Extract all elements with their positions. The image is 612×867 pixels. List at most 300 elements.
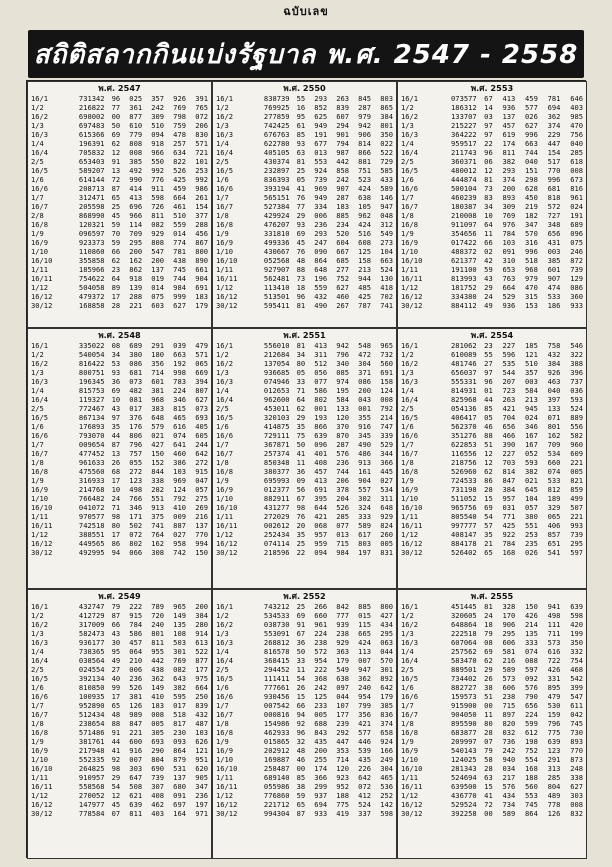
draw-date-cell: 1/9	[31, 737, 44, 746]
number-cell: 639	[570, 602, 583, 611]
number-cell: 015	[358, 611, 371, 620]
table-row	[30, 220, 209, 229]
number-cell: 872	[570, 256, 583, 265]
number-cell: 799	[358, 701, 371, 710]
number-cell: 96	[484, 148, 493, 157]
number-cell: 864	[173, 746, 186, 755]
draw-date-cell: 1/12	[31, 283, 49, 292]
draw-date-cell: 16/3	[216, 377, 234, 386]
number-cell: 889	[570, 413, 583, 422]
panel-year-title: พ.ศ. 2554	[470, 330, 514, 340]
number-cell: 697483	[78, 121, 105, 130]
table-row	[30, 368, 209, 377]
table-row	[215, 292, 394, 301]
number-cell: 11	[484, 710, 493, 719]
number-cell: 27	[484, 359, 493, 368]
number-cell: 086	[358, 377, 371, 386]
number-cell: 406	[547, 521, 561, 530]
number-cell: 660	[547, 458, 561, 467]
number-cell: 842	[336, 602, 350, 611]
year-panel	[27, 81, 212, 328]
number-cell: 384	[502, 485, 516, 494]
number-cell: 198	[525, 737, 538, 746]
number-cell: 430667	[263, 247, 290, 256]
number-cell: 589	[502, 809, 516, 818]
table-row	[30, 422, 209, 431]
number-cell: 648	[314, 265, 328, 274]
draw-date-cell: 16/5	[216, 413, 234, 422]
number-cell: 783	[173, 377, 186, 386]
table-row	[400, 139, 584, 148]
number-cell: 954	[314, 656, 328, 665]
number-cell: 40	[111, 674, 121, 683]
number-cell: 48	[296, 746, 306, 755]
number-cell: 798	[173, 112, 186, 121]
number-cell: 196391	[78, 139, 105, 148]
number-cell: 213	[525, 395, 538, 404]
draw-date-cell: 1/7	[31, 440, 44, 449]
draw-date-cell: 16/1	[31, 94, 49, 103]
number-cell: 996	[525, 130, 538, 139]
draw-date-cell: 16/3	[216, 130, 234, 139]
number-cell: 017	[173, 701, 186, 710]
table-row	[400, 458, 584, 467]
number-cell: 450	[525, 193, 538, 202]
number-cell: 664	[502, 283, 516, 292]
number-cell: 811	[151, 211, 165, 220]
number-cell: 694	[314, 800, 328, 809]
number-cell: 957	[314, 530, 328, 539]
number-cell: 598	[380, 809, 393, 818]
draw-date-cell: 16/12	[216, 800, 238, 809]
number-cell: 008	[151, 710, 165, 719]
number-cell: 287	[358, 103, 371, 112]
number-cell: 808	[151, 238, 165, 247]
table-row	[215, 728, 394, 737]
number-cell: 354656	[451, 229, 477, 238]
number-cell: 41	[296, 449, 306, 458]
draw-date-cell: 16/9	[401, 485, 419, 494]
number-cell: 105	[358, 202, 371, 211]
results-table	[215, 602, 394, 818]
number-cell: 304	[380, 764, 393, 773]
number-cell: 012377	[263, 485, 290, 494]
draw-date-cell: 16/9	[31, 746, 49, 755]
number-cell: 162	[547, 431, 561, 440]
number-cell: 238	[314, 638, 328, 647]
draw-date-cell: 1/3	[216, 629, 229, 638]
number-cell: 693	[195, 413, 208, 422]
number-cell: 05	[484, 413, 493, 422]
number-cell: 642	[358, 773, 371, 782]
number-cell: 333	[525, 638, 538, 647]
number-cell: 752	[336, 274, 350, 283]
number-cell: 167	[525, 431, 538, 440]
table-row	[30, 175, 209, 184]
number-cell: 757	[129, 449, 143, 458]
number-cell: 893	[570, 737, 583, 746]
table-row	[400, 193, 584, 202]
number-cell: 520	[336, 229, 350, 238]
number-cell: 305	[151, 728, 165, 737]
number-cell: 154	[547, 148, 561, 157]
table-row	[400, 548, 584, 557]
table-row	[400, 184, 584, 193]
number-cell: 453011	[263, 404, 290, 413]
number-cell: 582	[570, 431, 583, 440]
number-cell: 691	[314, 485, 328, 494]
number-cell: 924	[380, 737, 393, 746]
number-cell: 901	[336, 130, 350, 139]
number-cell: 038564	[78, 656, 105, 665]
number-cell: 498	[547, 611, 561, 620]
number-cell: 723	[502, 386, 516, 395]
number-cell: 113410	[263, 283, 290, 292]
draw-date-cell: 16/4	[216, 148, 234, 157]
table-row	[215, 274, 394, 283]
number-cell: 959517	[451, 139, 477, 148]
table-row	[215, 193, 394, 202]
number-cell: 571486	[78, 728, 105, 737]
draw-date-cell: 16/7	[31, 710, 49, 719]
number-cell: 510	[173, 211, 186, 220]
draw-date-cell: 1/8	[31, 458, 44, 467]
number-cell: 847	[129, 719, 143, 728]
number-cell: 80	[296, 359, 306, 368]
number-cell: 044	[336, 692, 350, 701]
number-cell: 26	[484, 674, 493, 683]
number-cell: 586	[129, 629, 143, 638]
number-cell: 71	[111, 503, 121, 512]
number-cell: 00	[111, 112, 121, 121]
number-cell: 553	[525, 791, 538, 800]
table-row	[30, 629, 209, 638]
table-row	[30, 386, 209, 395]
number-cell: 648	[380, 503, 393, 512]
number-cell: 960	[570, 440, 583, 449]
table-row	[30, 773, 209, 782]
number-cell: 345	[358, 431, 371, 440]
number-cell: 703	[502, 458, 516, 467]
number-cell: 072	[195, 112, 208, 121]
number-cell: 86	[111, 539, 121, 548]
table-row	[30, 359, 209, 368]
draw-date-cell: 1/12	[216, 283, 234, 292]
number-cell: 230	[173, 728, 186, 737]
number-cell: 103	[173, 467, 186, 476]
number-cell: 737	[570, 377, 583, 386]
number-cell: 882727	[451, 683, 477, 692]
number-cell: 424	[358, 184, 371, 193]
table-row	[30, 413, 209, 422]
number-cell: 806	[129, 431, 143, 440]
number-cell: 195	[336, 386, 350, 395]
draw-date-cell: 1/3	[216, 121, 229, 130]
table-row	[30, 620, 209, 629]
draw-date-cell: 16/6	[401, 692, 419, 701]
table-row	[215, 710, 394, 719]
draw-date-cell: 16/4	[401, 656, 419, 665]
number-cell: 77	[111, 103, 121, 112]
table-row	[400, 94, 584, 103]
draw-date-cell: 1/11	[216, 265, 234, 274]
number-cell: 120	[336, 764, 350, 773]
number-cell: 844	[151, 467, 165, 476]
number-cell: 990	[129, 175, 143, 184]
number-cell: 14	[484, 103, 493, 112]
number-cell: 864	[314, 256, 328, 265]
number-cell: 229	[547, 130, 561, 139]
draw-date-cell: 1/12	[31, 791, 49, 800]
number-cell: 490	[358, 440, 371, 449]
table-row	[30, 521, 209, 530]
number-cell: 775	[547, 728, 561, 737]
draw-date-cell: 1/7	[31, 193, 44, 202]
number-cell: 89	[111, 283, 121, 292]
draw-date-cell: 1/10	[216, 494, 234, 503]
number-cell: 492	[129, 166, 143, 175]
number-cell: 12	[111, 791, 121, 800]
number-cell: 621	[129, 791, 143, 800]
draw-date-cell: 30/12	[31, 809, 53, 818]
table-row	[30, 256, 209, 265]
number-cell: 572	[314, 647, 328, 656]
number-cell: 29	[111, 773, 121, 782]
number-cell: 474	[547, 283, 561, 292]
number-cell: 661	[195, 265, 208, 274]
draw-date-cell: 1/11	[31, 265, 49, 274]
number-cell: 639	[129, 800, 143, 809]
page-title: สถิติสลากกินแบ่งรัฐบาล พ.ศ. 2547 - 2558	[33, 39, 579, 70]
number-cell: 857	[547, 530, 561, 539]
number-cell: 838739	[263, 94, 290, 103]
number-cell: 381761	[78, 737, 105, 746]
number-cell: 344	[380, 449, 393, 458]
number-cell: 996	[547, 175, 561, 184]
table-row	[400, 737, 584, 746]
number-cell: 965756	[451, 503, 477, 512]
number-cell: 041072	[78, 503, 105, 512]
number-cell: 459	[173, 184, 186, 193]
number-cell: 897	[502, 710, 516, 719]
number-cell: 618	[570, 157, 583, 166]
draw-date-cell: 1/9	[31, 476, 44, 485]
number-cell: 26	[111, 458, 121, 467]
number-cell: 556	[570, 422, 583, 431]
number-cell: 392134	[78, 674, 105, 683]
number-cell: 457	[129, 638, 143, 647]
number-cell: 985	[570, 112, 583, 121]
number-cell: 577	[525, 103, 538, 112]
number-cell: 695993	[263, 476, 290, 485]
number-cell: 074	[525, 647, 538, 656]
number-cell: 836	[380, 710, 393, 719]
draw-date-cell: 1/12	[216, 530, 234, 539]
number-cell: 066	[129, 548, 143, 557]
table-row	[30, 701, 209, 710]
number-cell: 371	[358, 368, 371, 377]
draw-date-cell: 1/10	[401, 494, 419, 503]
draw-date-cell: 16/10	[31, 503, 53, 512]
draw-date-cell: 1/8	[401, 211, 414, 220]
number-cell: 745	[525, 800, 538, 809]
number-cell: 287	[336, 440, 350, 449]
draw-date-cell: 2/8	[31, 211, 44, 220]
number-cell: 012653	[263, 386, 290, 395]
number-cell: 180	[151, 350, 165, 359]
draw-date-cell: 16/7	[216, 449, 234, 458]
number-cell: 63	[484, 773, 493, 782]
number-cell: 598	[151, 193, 165, 202]
number-cell: 924	[314, 166, 328, 175]
number-cell: 62	[296, 404, 306, 413]
table-row	[30, 211, 209, 220]
number-cell: 186	[547, 301, 561, 310]
number-cell: 123	[129, 476, 143, 485]
number-cell: 196	[314, 274, 328, 283]
table-row	[30, 710, 209, 719]
draw-date-cell: 1/10	[31, 755, 49, 764]
table-row	[400, 292, 584, 301]
number-cell: 745	[173, 265, 186, 274]
number-cell: 304	[358, 359, 371, 368]
table-row	[30, 94, 209, 103]
number-cell: 867	[195, 238, 208, 247]
number-cell: 35	[296, 530, 306, 539]
panel-year-title: พ.ศ. 2553	[470, 83, 514, 93]
number-cell: 940	[502, 755, 516, 764]
number-cell: 408	[314, 458, 328, 467]
number-cell: 111411	[263, 674, 290, 683]
number-cell: 114	[129, 220, 143, 229]
number-cell: 677	[314, 139, 328, 148]
number-cell: 009654	[78, 440, 105, 449]
number-cell: 67	[296, 629, 306, 638]
number-cell: 99	[111, 683, 121, 692]
number-cell: 689	[570, 220, 583, 229]
number-cell: 731198	[451, 485, 477, 494]
number-cell: 07	[111, 809, 121, 818]
number-cell: 092	[525, 674, 538, 683]
number-cell: 974	[336, 377, 350, 386]
table-row	[215, 377, 394, 386]
draw-date-cell: 30/12	[31, 548, 53, 557]
number-cell: 559	[314, 283, 328, 292]
number-cell: 381	[129, 692, 143, 701]
number-cell: 410	[173, 503, 186, 512]
number-cell: 825968	[451, 395, 477, 404]
number-cell: 69	[484, 503, 493, 512]
number-cell: 425	[173, 175, 186, 184]
number-cell: 610089	[451, 350, 477, 359]
number-cell: 822	[173, 157, 186, 166]
number-cell: 065	[195, 359, 208, 368]
panel-year-title: พ.ศ. 2552	[283, 591, 326, 601]
number-cell: 475560	[78, 467, 105, 476]
table-row	[215, 800, 394, 809]
number-cell: 961633	[78, 458, 105, 467]
number-cell: 776	[151, 175, 165, 184]
number-cell: 107	[336, 701, 350, 710]
number-cell: 216822	[78, 103, 105, 112]
number-cell: 35	[296, 422, 306, 431]
number-cell: 367871	[263, 440, 290, 449]
number-cell: 850348	[263, 458, 290, 467]
number-cell: 664	[173, 193, 186, 202]
number-cell: 571	[195, 350, 208, 359]
number-cell: 526960	[451, 467, 477, 476]
number-cell: 238	[502, 692, 516, 701]
number-cell: 801	[547, 422, 561, 431]
table-row	[30, 647, 209, 656]
panel-year-title: พ.ศ. 2548	[98, 330, 141, 340]
number-cell: 984	[173, 283, 186, 292]
number-cell: 362	[547, 112, 561, 121]
number-cell: 139	[129, 283, 143, 292]
number-cell: 702	[380, 292, 393, 301]
number-cell: 949	[314, 193, 328, 202]
table-row	[400, 674, 584, 683]
number-cell: 434	[380, 620, 393, 629]
number-cell: 95	[296, 112, 306, 121]
number-cell: 204	[336, 494, 350, 503]
number-cell: 222	[314, 665, 328, 674]
number-cell: 346	[173, 395, 186, 404]
number-cell: 263	[502, 395, 516, 404]
table-row	[30, 130, 209, 139]
number-cell: 744	[336, 467, 350, 476]
draw-date-cell: 1/7	[401, 193, 414, 202]
number-cell: 159	[547, 710, 561, 719]
number-cell: 772467	[78, 404, 105, 413]
number-cell: 754	[570, 656, 583, 665]
table-row	[215, 494, 394, 503]
number-cell: 363	[336, 647, 350, 656]
number-cell: 821	[570, 476, 583, 485]
draw-date-cell: 1/2	[31, 350, 44, 359]
draw-date-cell: 16/6	[216, 431, 234, 440]
number-cell: 295	[129, 238, 143, 247]
number-cell: 137	[151, 265, 165, 274]
number-cell: 10	[111, 485, 121, 494]
number-cell: 366	[380, 458, 393, 467]
number-cell: 44	[111, 431, 121, 440]
number-cell: 992	[195, 175, 208, 184]
number-cell: 188	[336, 791, 350, 800]
number-cell: 95	[111, 647, 121, 656]
number-cell: 814	[358, 139, 371, 148]
number-cell: 933	[314, 809, 328, 818]
draw-date-cell: 1/9	[216, 476, 229, 485]
number-cell: 593	[525, 458, 538, 467]
number-cell: 356	[358, 710, 371, 719]
number-cell: 081	[129, 395, 143, 404]
number-cell: 510	[151, 121, 165, 130]
number-cell: 91	[111, 157, 121, 166]
number-cell: 936	[502, 103, 516, 112]
number-cell: 79	[484, 629, 493, 638]
table-row	[30, 665, 209, 674]
table-row	[400, 521, 584, 530]
number-cell: 21	[484, 539, 493, 548]
number-cell: 622853	[451, 440, 477, 449]
number-cell: 293	[314, 94, 328, 103]
number-cell: 720	[151, 611, 165, 620]
number-cell: 221	[129, 728, 143, 737]
draw-date-cell: 16/4	[31, 656, 49, 665]
number-cell: 765	[195, 103, 208, 112]
draw-date-cell: 2/5	[216, 665, 229, 674]
